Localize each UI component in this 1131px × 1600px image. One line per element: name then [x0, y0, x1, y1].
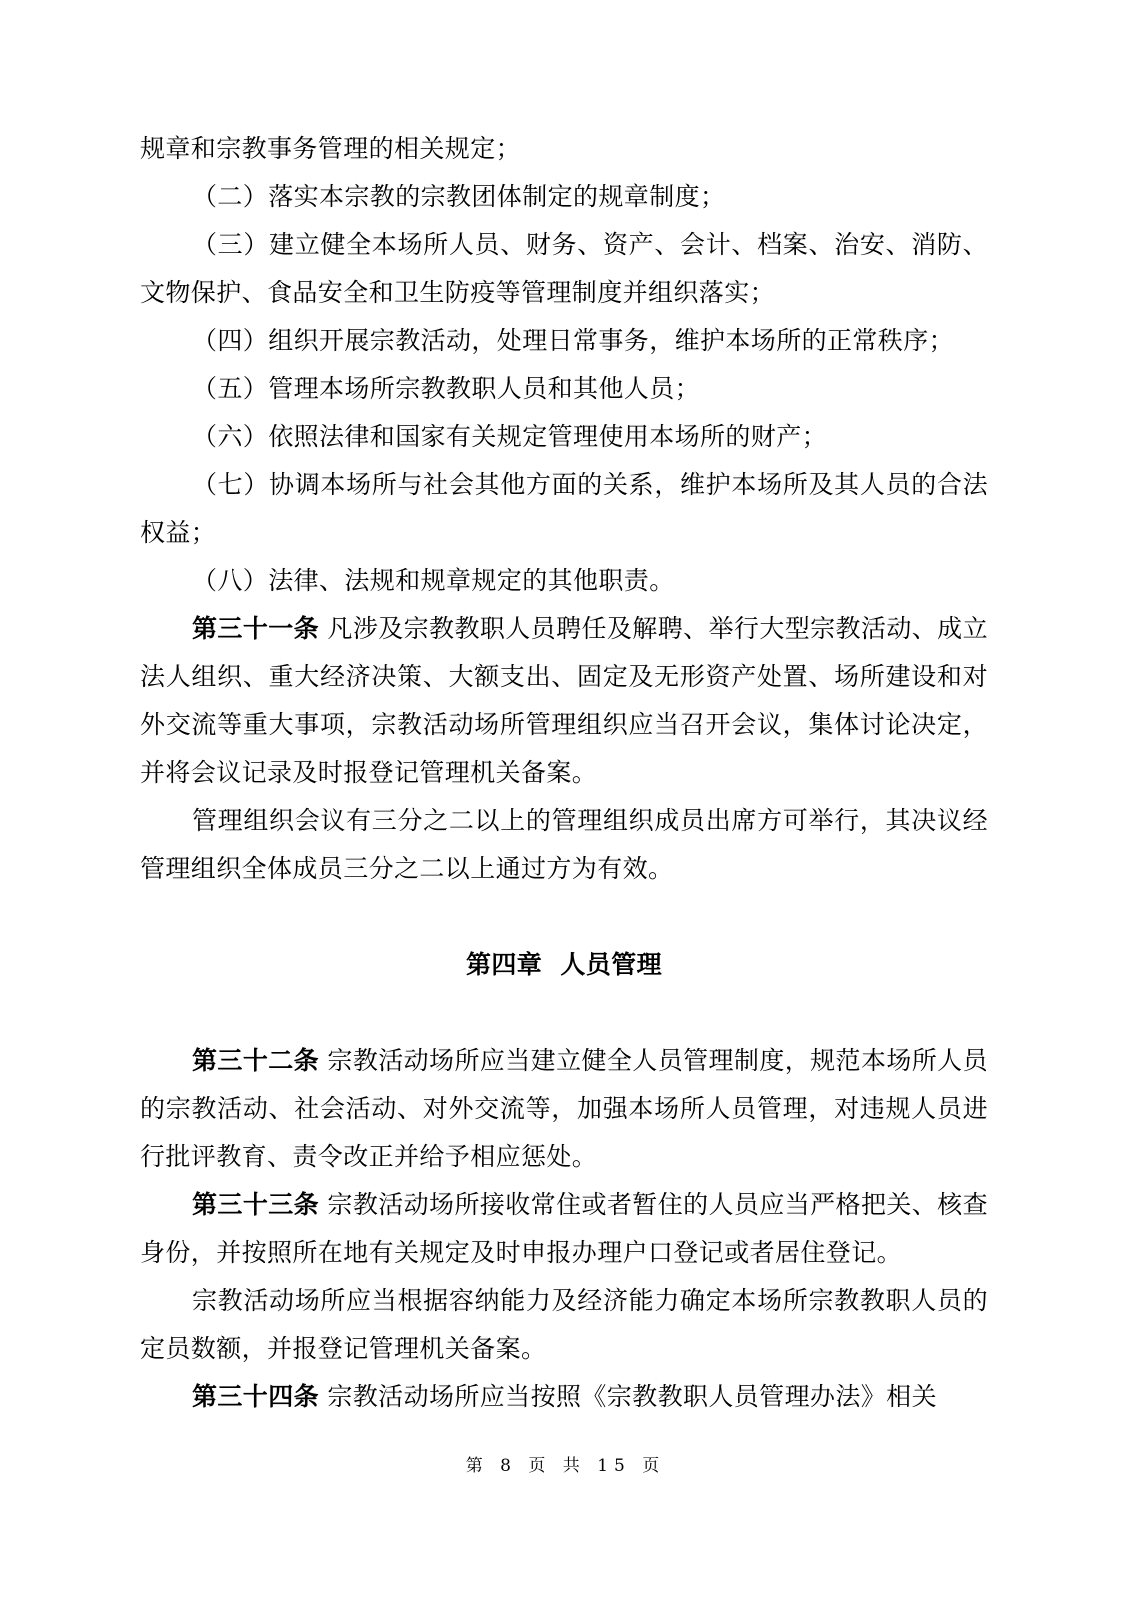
- list-item: （二）落实本宗教的宗教团体制定的规章制度；: [192, 182, 726, 211]
- article-text: 凡涉及宗教教职人员聘任及解聘、举行大型宗教活动、成立法人组织、重大经济决策、大额支出、固定及无形资产处置、场所建设和对外交流等重大事项，宗教活动场所管理组织应当召开会议，集体讨论决定，并将会议记录及时报登记管理机关备案。: [140, 614, 988, 787]
- document-body: [140, 125, 988, 1421]
- article-text: 宗教活动场所接收常住或者暂住的人员应当严格把关、核查身份，并按照所在地有关规定及时申报办理户口登记或者居住登记。: [140, 1190, 988, 1267]
- list-item: （八）法律、法规和规章规定的其他职责。: [192, 566, 675, 595]
- article-paragraph: [140, 1373, 988, 1421]
- paragraph: 管理组织会议有三分之二以上的管理组织成员出席方可举行，其决议经管理组织全体成员三分之二以上通过方为有效。: [140, 806, 988, 883]
- list-item: （三）建立健全本场所人员、财务、资产、会计、档案、治安、消防、文物保护、食品安全和卫生防疫等管理制度并组织落实；: [140, 230, 988, 307]
- page-footer: 第 8 页 共 15 页: [465, 1456, 666, 1476]
- article-paragraph: [140, 1181, 988, 1277]
- article-number: 第三十四条: [192, 1382, 320, 1411]
- article-text: 宗教活动场所应当建立健全人员管理制度，规范本场所人员的宗教活动、社会活动、对外交流等，加强本场所人员管理，对违规人员进行批评教育、责令改正并给予相应惩处。: [140, 1046, 988, 1171]
- article-text: 宗教活动场所应当按照《宗教教职人员管理办法》相关: [327, 1382, 937, 1411]
- article-paragraph: [140, 605, 988, 797]
- list-item: （六）依照法律和国家有关规定管理使用本场所的财产；: [192, 422, 828, 451]
- article-number: 第三十二条: [192, 1046, 320, 1075]
- list-item: （四）组织开展宗教活动，处理日常事务，维护本场所的正常秩序；: [192, 326, 955, 355]
- chapter-title: 第四章 人员管理: [465, 950, 662, 979]
- article-paragraph: [140, 1037, 988, 1181]
- list-item: （七）协调本场所与社会其他方面的关系，维护本场所及其人员的合法权益；: [140, 470, 988, 547]
- article-number: 第三十三条: [192, 1190, 320, 1219]
- paragraph: 规章和宗教事务管理的相关规定；: [140, 134, 522, 163]
- article-number: 第三十一条: [192, 614, 320, 643]
- list-item: （五）管理本场所宗教教职人员和其他人员；: [192, 374, 701, 403]
- paragraph: 宗教活动场所应当根据容纳能力及经济能力确定本场所宗教教职人员的定员数额，并报登记管理机关备案。: [140, 1286, 988, 1363]
